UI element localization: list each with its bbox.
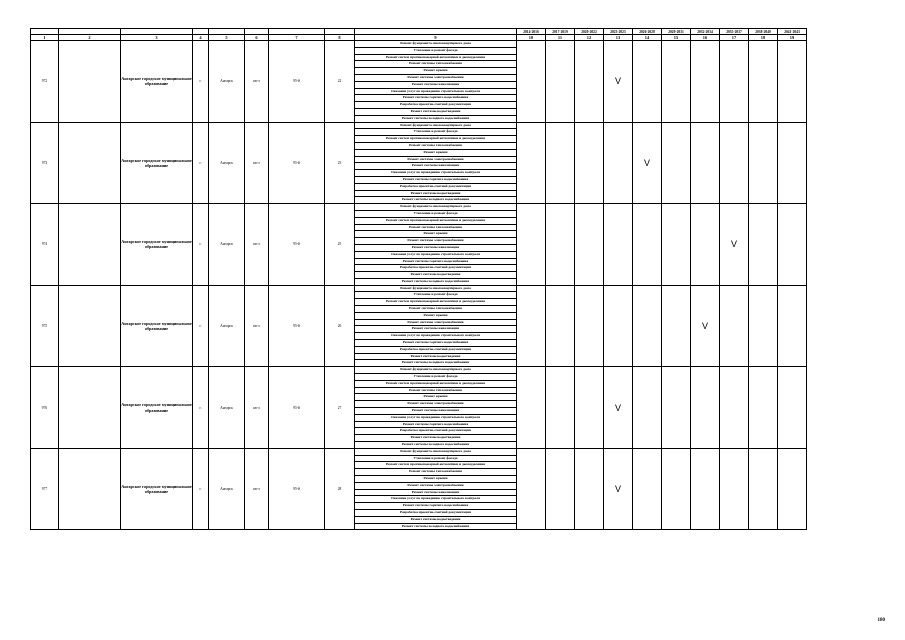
- work-type: Ремонт системы горячего водоснабжения: [355, 340, 517, 347]
- period-cell: [662, 122, 691, 204]
- settlement-type: г.: [193, 367, 209, 449]
- work-type: Утепление и ремонт фасада: [355, 47, 517, 54]
- work-type: Ремонт систем противопожарной автоматики и дымоудаления: [355, 380, 517, 387]
- work-type: Ремонт системы канализации: [355, 244, 517, 251]
- settlement-type: г.: [193, 285, 209, 367]
- capital-repair-schedule-sheet: [30, 28, 807, 530]
- period-cell: [604, 367, 633, 449]
- column-number: 11: [546, 35, 575, 41]
- row-number: 974: [31, 204, 59, 286]
- period-cell: [662, 204, 691, 286]
- work-type: Ремонт системы холодного водоснабжения: [355, 360, 517, 367]
- work-type: Ремонт систем противопожарной автоматики и дымоудаления: [355, 299, 517, 306]
- table-row: [31, 122, 807, 129]
- column-number: 5: [209, 35, 245, 41]
- period-cell: [691, 204, 720, 286]
- period-cell: [575, 122, 604, 204]
- street-name: 95-й: [269, 448, 325, 530]
- work-type: Разработка проектно-сметной документации: [355, 265, 517, 272]
- work-type: Ремонт системы теплоснабжения: [355, 387, 517, 394]
- street-name: 95-й: [269, 122, 325, 204]
- work-type: Ремонт фундамента многоквартирного дома: [355, 204, 517, 211]
- work-type: Ремонт системы канализации: [355, 163, 517, 170]
- house-number: 28: [325, 448, 355, 530]
- work-type: Ремонт систем противопожарной автоматики и дымоудаления: [355, 54, 517, 61]
- period-cell: [691, 41, 720, 123]
- street-type: кв-л: [245, 41, 269, 123]
- house-number: 26: [325, 285, 355, 367]
- column-number: 18: [749, 35, 778, 41]
- period-cell: [720, 204, 749, 286]
- period-cell: [575, 367, 604, 449]
- column-number: 19: [778, 35, 807, 41]
- house-number: 25: [325, 204, 355, 286]
- street-type: кв-л: [245, 285, 269, 367]
- row-number: 972: [31, 41, 59, 123]
- period-cell: [604, 204, 633, 286]
- work-type: Ремонт крыши: [355, 68, 517, 75]
- period-cell: [749, 122, 778, 204]
- repair-schedule-table: [30, 28, 807, 530]
- settlement-type: г.: [193, 122, 209, 204]
- period-cell: [720, 41, 749, 123]
- work-type: Ремонт системы канализации: [355, 326, 517, 333]
- period-header: 2032-2034: [691, 29, 720, 35]
- house-number: 27: [325, 367, 355, 449]
- period-cell: [546, 122, 575, 204]
- work-type: Разработка проектно-сметной документации: [355, 509, 517, 516]
- period-header: 2020-2022: [575, 29, 604, 35]
- work-type: Ремонт фундамента многоквартирного дома: [355, 285, 517, 292]
- municipality-name: Ангарское городское муниципальное образование: [121, 122, 193, 204]
- period-header: 2017-2019: [546, 29, 575, 35]
- work-type: Утепление и ремонт фасада: [355, 210, 517, 217]
- row-number: 977: [31, 448, 59, 530]
- period-cell: [546, 204, 575, 286]
- work-type: Ремонт системы водоотведения: [355, 190, 517, 197]
- period-cell: [633, 367, 662, 449]
- period-cell: [546, 285, 575, 367]
- work-type: Ремонт систем противопожарной автоматики и дымоудаления: [355, 136, 517, 143]
- period-cell: [720, 122, 749, 204]
- work-type: Ремонт системы холодного водоснабжения: [355, 115, 517, 122]
- period-cell: [662, 367, 691, 449]
- scheduled-mark: V: [614, 484, 621, 495]
- work-type: Ремонт системы электроснабжения: [355, 156, 517, 163]
- period-cell: [575, 448, 604, 530]
- street-name: 95-й: [269, 204, 325, 286]
- column-number: 15: [662, 35, 691, 41]
- work-type: Оказание услуг по проведению строительного контроля: [355, 333, 517, 340]
- period-cell: [662, 41, 691, 123]
- work-type: Ремонт фундамента многоквартирного дома: [355, 448, 517, 455]
- column-number: 9: [355, 35, 517, 41]
- empty-cell: [59, 448, 121, 530]
- street-name: 95-й: [269, 41, 325, 123]
- column-number: 10: [517, 35, 546, 41]
- street-type: кв-л: [245, 448, 269, 530]
- row-number: 975: [31, 285, 59, 367]
- work-type: Ремонт систем противопожарной автоматики и дымоудаления: [355, 462, 517, 469]
- period-cell: [633, 448, 662, 530]
- settlement-type: г.: [193, 41, 209, 123]
- work-type: Ремонт системы канализации: [355, 408, 517, 415]
- municipality-name: Ангарское городское муниципальное образование: [121, 285, 193, 367]
- house-number: 23: [325, 122, 355, 204]
- work-type: Ремонт системы теплоснабжения: [355, 469, 517, 476]
- municipality-name: Ангарское городское муниципальное образование: [121, 41, 193, 123]
- work-type: Оказание услуг по проведению строительного контроля: [355, 496, 517, 503]
- settlement-name: Ангарск: [209, 448, 245, 530]
- street-type: кв-л: [245, 367, 269, 449]
- work-type: Ремонт фундамента многоквартирного дома: [355, 41, 517, 48]
- work-type: Ремонт системы водоотведения: [355, 435, 517, 442]
- work-type: Ремонт системы водоотведения: [355, 516, 517, 523]
- work-type: Ремонт крыши: [355, 476, 517, 483]
- municipality-name: Ангарское городское муниципальное образование: [121, 204, 193, 286]
- house-number: 22: [325, 41, 355, 123]
- period-header: 2014-2016: [517, 29, 546, 35]
- period-cell: [517, 285, 546, 367]
- work-type: Ремонт системы теплоснабжения: [355, 224, 517, 231]
- empty-cell: [59, 285, 121, 367]
- municipality-name: Ангарское городское муниципальное образование: [121, 367, 193, 449]
- work-type: Утепление и ремонт фасада: [355, 292, 517, 299]
- row-number: 973: [31, 122, 59, 204]
- column-number: 1: [31, 35, 59, 41]
- work-type: Ремонт системы водоотведения: [355, 272, 517, 279]
- work-type: Ремонт системы водоотведения: [355, 108, 517, 115]
- street-type: кв-л: [245, 122, 269, 204]
- work-type: Ремонт системы электроснабжения: [355, 238, 517, 245]
- period-cell: [778, 41, 807, 123]
- period-header: 2029-2031: [662, 29, 691, 35]
- table-row: [31, 204, 807, 211]
- period-cell: [720, 367, 749, 449]
- work-type: Разработка проектно-сметной документации: [355, 346, 517, 353]
- column-number: 16: [691, 35, 720, 41]
- work-type: Ремонт системы горячего водоснабжения: [355, 258, 517, 265]
- period-cell: [691, 448, 720, 530]
- work-type: Ремонт крыши: [355, 149, 517, 156]
- period-cell: [517, 367, 546, 449]
- period-cell: [517, 122, 546, 204]
- period-cell: [778, 448, 807, 530]
- work-type: Ремонт системы электроснабжения: [355, 319, 517, 326]
- period-cell: [749, 367, 778, 449]
- period-cell: [575, 204, 604, 286]
- work-type: Утепление и ремонт фасада: [355, 129, 517, 136]
- work-type: Ремонт системы холодного водоснабжения: [355, 197, 517, 204]
- period-cell: [749, 448, 778, 530]
- row-number: 976: [31, 367, 59, 449]
- period-cell: [778, 367, 807, 449]
- empty-cell: [59, 367, 121, 449]
- period-cell: [633, 204, 662, 286]
- settlement-type: г.: [193, 448, 209, 530]
- settlement-name: Ангарск: [209, 41, 245, 123]
- column-number: 6: [245, 35, 269, 41]
- scheduled-mark: V: [643, 157, 650, 168]
- empty-cell: [59, 122, 121, 204]
- work-type: Оказание услуг по проведению строительного контроля: [355, 88, 517, 95]
- period-cell: [517, 204, 546, 286]
- work-type: Ремонт системы электроснабжения: [355, 74, 517, 81]
- settlement-name: Ангарск: [209, 367, 245, 449]
- work-type: Утепление и ремонт фасада: [355, 455, 517, 462]
- period-cell: [691, 367, 720, 449]
- work-type: Ремонт системы канализации: [355, 489, 517, 496]
- work-type: Ремонт крыши: [355, 394, 517, 401]
- work-type: Оказание услуг по проведению строительного контроля: [355, 251, 517, 258]
- period-cell: [604, 448, 633, 530]
- work-type: Ремонт системы водоотведения: [355, 353, 517, 360]
- scheduled-mark: V: [614, 402, 621, 413]
- column-number: 7: [269, 35, 325, 41]
- column-number: 3: [121, 35, 193, 41]
- empty-cell: [59, 41, 121, 123]
- work-type: Ремонт системы горячего водоснабжения: [355, 503, 517, 510]
- work-type: Ремонт фундамента многоквартирного дома: [355, 367, 517, 374]
- period-cell: [633, 285, 662, 367]
- work-type: Ремонт системы горячего водоснабжения: [355, 421, 517, 428]
- street-name: 95-й: [269, 367, 325, 449]
- work-type: Ремонт фундамента многоквартирного дома: [355, 122, 517, 129]
- scheduled-mark: V: [701, 320, 708, 331]
- column-number: 14: [633, 35, 662, 41]
- period-cell: [691, 285, 720, 367]
- work-type: Ремонт крыши: [355, 312, 517, 319]
- period-header: 2038-2040: [749, 29, 778, 35]
- period-cell: [546, 41, 575, 123]
- period-cell: [546, 448, 575, 530]
- work-type: Ремонт крыши: [355, 231, 517, 238]
- work-type: Ремонт систем противопожарной автоматики и дымоудаления: [355, 217, 517, 224]
- work-type: Разработка проектно-сметной документации: [355, 428, 517, 435]
- street-type: кв-л: [245, 204, 269, 286]
- work-type: Оказание услуг по проведению строительного контроля: [355, 414, 517, 421]
- table-row: [31, 285, 807, 292]
- settlement-name: Ангарск: [209, 285, 245, 367]
- period-cell: [575, 41, 604, 123]
- work-type: Ремонт системы канализации: [355, 81, 517, 88]
- work-type: Ремонт системы электроснабжения: [355, 482, 517, 489]
- work-type: Ремонт системы холодного водоснабжения: [355, 278, 517, 285]
- period-cell: [662, 285, 691, 367]
- work-type: Ремонт системы холодного водоснабжения: [355, 442, 517, 449]
- period-cell: [749, 285, 778, 367]
- settlement-name: Ангарск: [209, 204, 245, 286]
- work-type: Разработка проектно-сметной документации: [355, 183, 517, 190]
- period-header: 2026-2028: [633, 29, 662, 35]
- settlement-name: Ангарск: [209, 122, 245, 204]
- period-cell: [633, 122, 662, 204]
- settlement-type: г.: [193, 204, 209, 286]
- period-cell: [749, 204, 778, 286]
- period-header: 2041-2043: [778, 29, 807, 35]
- table-row: [31, 367, 807, 374]
- period-cell: [575, 285, 604, 367]
- work-type: Ремонт системы электроснабжения: [355, 401, 517, 408]
- work-type: Разработка проектно-сметной документации: [355, 102, 517, 109]
- work-type: Ремонт системы горячего водоснабжения: [355, 95, 517, 102]
- period-cell: [749, 41, 778, 123]
- period-cell: [662, 448, 691, 530]
- period-header: 2035-2037: [720, 29, 749, 35]
- work-type: Утепление и ремонт фасада: [355, 374, 517, 381]
- column-number: 13: [604, 35, 633, 41]
- period-cell: [778, 285, 807, 367]
- period-cell: [517, 448, 546, 530]
- column-number: 17: [720, 35, 749, 41]
- column-number: 2: [59, 35, 121, 41]
- work-type: Ремонт системы горячего водоснабжения: [355, 176, 517, 183]
- period-cell: [604, 122, 633, 204]
- period-cell: [517, 41, 546, 123]
- period-cell: [720, 285, 749, 367]
- work-type: Ремонт системы теплоснабжения: [355, 142, 517, 149]
- period-cell: [691, 122, 720, 204]
- period-cell: [778, 204, 807, 286]
- table-row: [31, 41, 807, 48]
- scheduled-mark: V: [730, 239, 737, 250]
- work-type: Ремонт системы холодного водоснабжения: [355, 523, 517, 530]
- column-number: 4: [193, 35, 209, 41]
- period-cell: [720, 448, 749, 530]
- period-header: 2023-2025: [604, 29, 633, 35]
- page-number: 180: [877, 618, 885, 623]
- work-type: Ремонт системы теплоснабжения: [355, 61, 517, 68]
- work-type: Оказание услуг по проведению строительного контроля: [355, 170, 517, 177]
- municipality-name: Ангарское городское муниципальное образование: [121, 448, 193, 530]
- street-name: 95-й: [269, 285, 325, 367]
- column-number: 8: [325, 35, 355, 41]
- period-cell: [604, 41, 633, 123]
- empty-cell: [59, 204, 121, 286]
- period-cell: [546, 367, 575, 449]
- column-number: 12: [575, 35, 604, 41]
- table-row: [31, 448, 807, 455]
- work-type: Ремонт системы теплоснабжения: [355, 306, 517, 313]
- period-cell: [604, 285, 633, 367]
- period-cell: [778, 122, 807, 204]
- period-cell: [633, 41, 662, 123]
- scheduled-mark: V: [614, 76, 621, 87]
